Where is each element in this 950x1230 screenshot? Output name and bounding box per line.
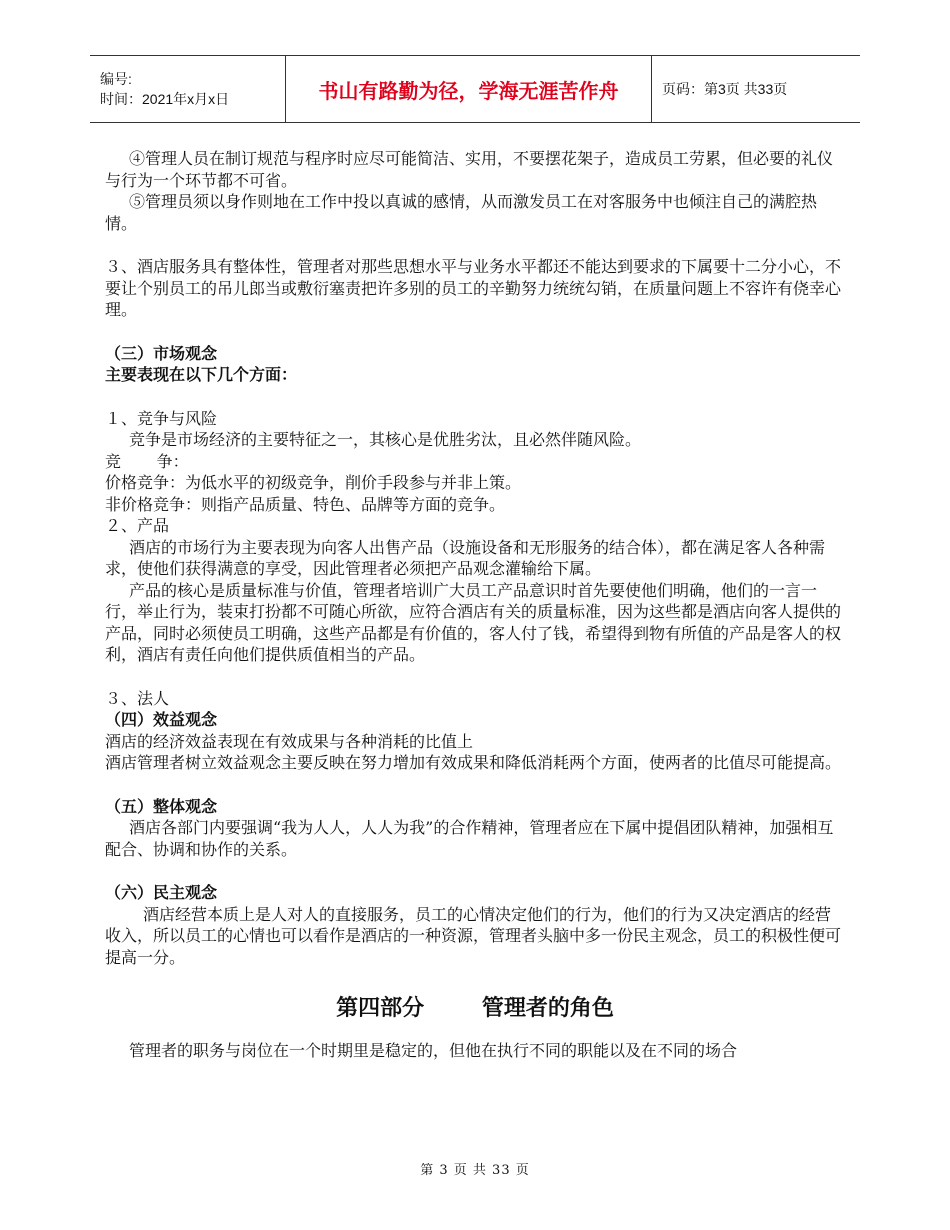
header-motto: 书山有路勤为径，学海无涯苦作舟 bbox=[285, 56, 652, 122]
section-heading: （六）民主观念 bbox=[105, 883, 218, 902]
page-footer: 第 3 页 共 33 页 bbox=[420, 1163, 530, 1178]
page-header bbox=[90, 55, 860, 123]
paragraph: 产品的核心是质量标准与价值，管理者培训广大员工产品意识时首先要使他们明确，他们的一言一行，举止行为，装束打扮都不可随心所欲，应符合酒店有关的质量标准，因为这些都是酒店向客人提供的产品，同时必须使员工明确，这些产品都是有价值的，客人付了钱，希望得到物有所值的产品是客人的权利，酒店有责任向他们提供质值相当的产品。 bbox=[105, 580, 842, 664]
part-title-number: 第四部分 bbox=[336, 996, 425, 1021]
part-title bbox=[105, 998, 845, 1020]
paragraph: 酒店各部门内要强调“我为人人，人人为我”的合作精神，管理者应在下属中提倡团队精神，加强相互配合、协调和协作的关系。 bbox=[105, 818, 834, 859]
document-body bbox=[105, 148, 845, 1061]
paragraph: ３、酒店服务具有整体性，管理者对那些思想水平与业务水平都还不能达到要求的下属要十二分小心，不要让个别员工的吊儿郎当或敷衍塞责把许多别的员工的辛勤努力统统勾销，在质量问题上不容许有侥幸心理。 bbox=[105, 257, 842, 319]
doc-time-label: 时间：2021年x月x日 bbox=[100, 91, 230, 107]
paragraph: 酒店的市场行为主要表现为向客人出售产品（设施设备和无形服务的结合体），都在满足客人各种需求，使他们获得满意的享受，因此管理者必须把产品观念灌输给下属。 bbox=[105, 537, 826, 578]
paragraph: ⑤管理员须以身作则地在工作中投以真诚的感情，从而激发员工在对客服务中也倾注自己的满腔热情。 bbox=[105, 192, 818, 233]
paragraph: 管理者的职务与岗位在一个时期里是稳定的，但他在执行不同的职能以及在不同的场合 bbox=[129, 1040, 738, 1060]
paragraph: 酒店的经济效益表现在有效成果与各种消耗的比值上 bbox=[105, 731, 474, 751]
part-title-text: 管理者的角色 bbox=[481, 996, 614, 1021]
list-heading: １、竞争与风险 bbox=[105, 408, 218, 428]
paragraph: 价格竞争：为低水平的初级竞争，削价手段参与并非上策。 bbox=[105, 473, 522, 492]
paragraph: 竞争是市场经济的主要特征之一，其核心是优胜劣汰，且必然伴随风险。 bbox=[129, 430, 642, 449]
section-heading: （三）市场观念 bbox=[105, 343, 218, 363]
paragraph: 竞 争： bbox=[105, 451, 189, 471]
doc-number-label: 编号: bbox=[100, 71, 132, 87]
header-left bbox=[90, 69, 285, 109]
section-heading: （四）效益观念 bbox=[105, 710, 218, 729]
section-heading: （五）整体观念 bbox=[105, 796, 218, 816]
paragraph: 酒店经营本质上是人对人的直接服务，员工的心情决定他们的行为，他们的行为又决定酒店的经营收入，所以员工的心情也可以看作是酒店的一种资源，管理者头脑中多一份民主观念，员工的积极性便可提高一分。 bbox=[105, 904, 842, 967]
list-heading: ３、法人 bbox=[105, 688, 170, 708]
list-heading: ２、产品 bbox=[105, 516, 170, 535]
section-subheading: 主要表现在以下几个方面： bbox=[105, 365, 298, 384]
paragraph: 酒店管理者树立效益观念主要反映在努力增加有效成果和降低消耗两个方面，使两者的比值尽可能提高。 bbox=[105, 753, 842, 772]
header-page-info: 页码：第3页 共33页 bbox=[662, 81, 788, 97]
paragraph: ④管理人员在制订规范与程序时应尽可能简洁、实用，不要摆花架子，造成员工劳累，但必要的礼仪与行为一个环节都不可省。 bbox=[105, 149, 834, 190]
paragraph: 非价格竞争：则指产品质量、特色、品牌等方面的竞争。 bbox=[105, 494, 506, 514]
